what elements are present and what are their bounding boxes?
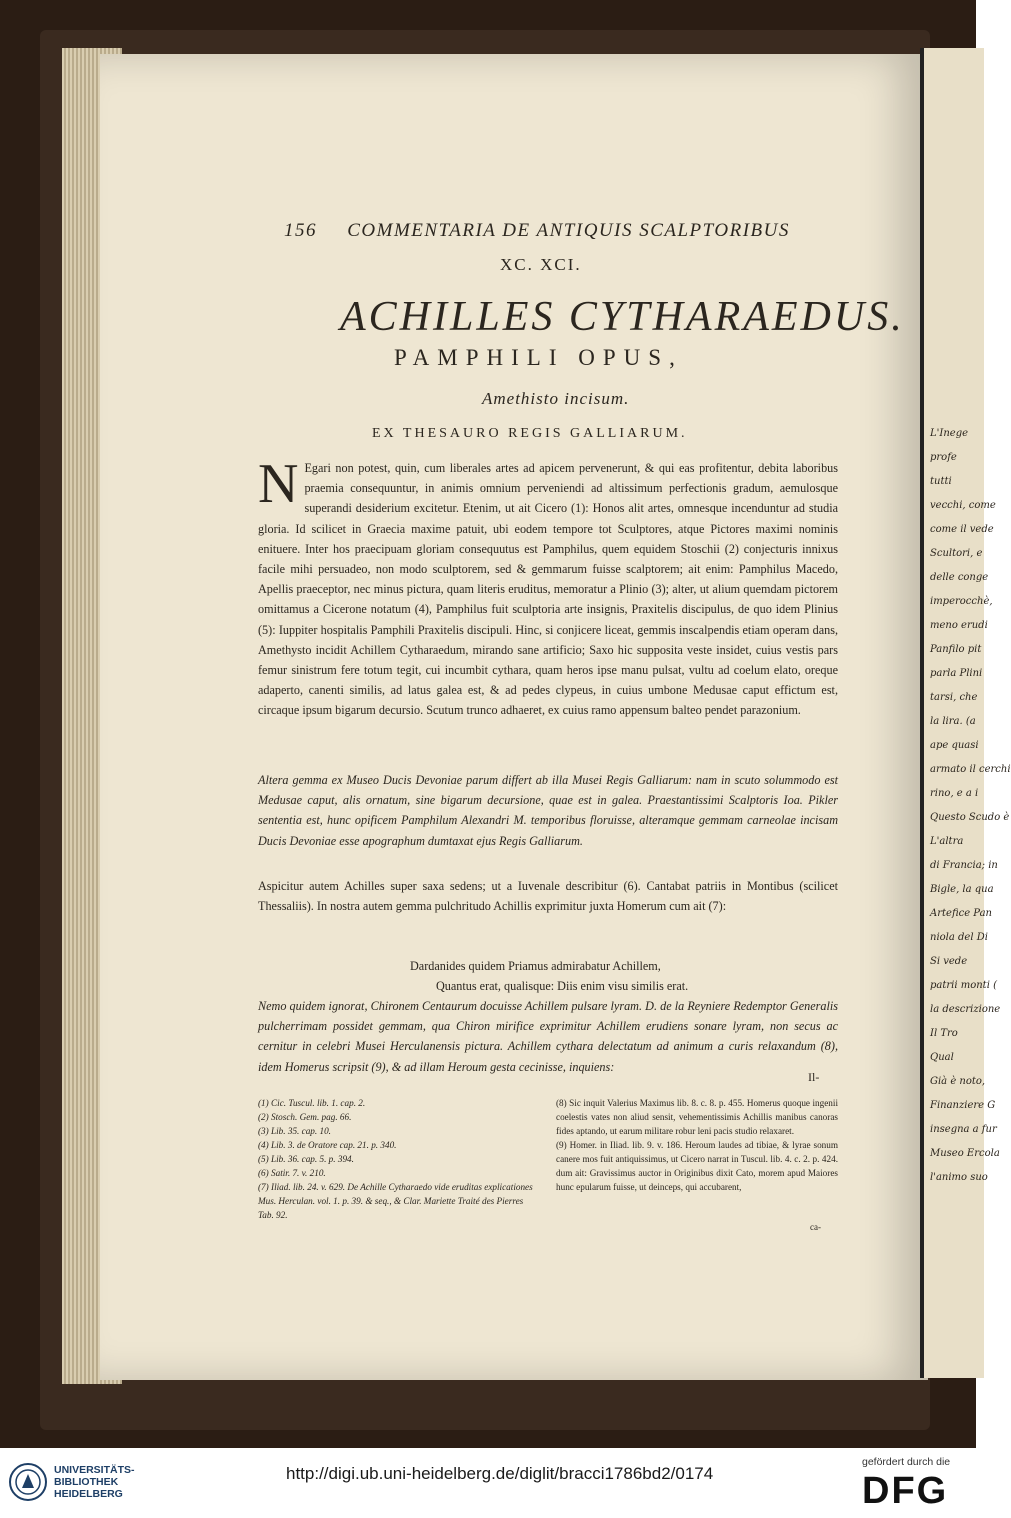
viewer-footer xyxy=(0,1448,976,1518)
library-name-line: UNIVERSITÄTS- xyxy=(54,1464,135,1476)
document-url-link[interactable]: http://digi.ub.uni-heidelberg.de/diglit/bracci1786bd2/0174 xyxy=(286,1464,714,1483)
facing-page-fragment: Scultori, e xyxy=(930,548,983,559)
facing-page-fragment: Il Tro xyxy=(930,1028,958,1039)
paragraph-2: Altera gemma ex Museo Ducis Devoniae parum differt ab illa Musei Regis Galliarum: nam in scuto solummodo est Medusae caput, alis ornatum, sine bigarum decursione, quae est in galea. Praestantissimi Scalptoris Ioa. Pikler sententia est, hunc opificem Pamphilum Alexandri M. temporibus floruisse, alteramque gemmam carneolae incisam Ducis Devoniae esse apographum dumtaxat ejus Regis Galliarum. xyxy=(258,773,838,848)
facing-page-fragment: Bigle, la qua xyxy=(930,884,994,895)
facing-page-fragment: Finanziere G xyxy=(930,1100,996,1111)
facing-page-fragment: Già è noto, xyxy=(930,1076,986,1087)
facing-page-fragment: come il vede xyxy=(930,524,994,535)
verse-line-1: Dardanides quidem Priamus admirabatur Achillem, xyxy=(410,959,661,973)
facing-page-fragment: di Francia; in xyxy=(930,860,998,871)
facing-page-fragment: armato il cerchi xyxy=(930,764,1011,775)
entry-title: ACHILLES CYTHARAEDUS. xyxy=(340,294,905,340)
facing-page-fragment: tutti xyxy=(930,476,952,487)
footnote: (8) Sic inquit Valerius Maximus lib. 8. c. 8. p. 455. Homerus quoque ingenii coelestis vates non aliud sensit, vehementissimis Achillis manibus canoras fides aptando, ut earum militare robur leni pacis studio relaxaret. xyxy=(556,1098,838,1136)
facing-page-fragment: Qual xyxy=(930,1052,954,1063)
university-seal-icon[interactable] xyxy=(8,1462,48,1502)
footnotes-left xyxy=(258,1096,540,1222)
entry-collection: EX THESAURO REGIS GALLIARUM. xyxy=(372,426,688,441)
facing-page-fragment: parla Plini xyxy=(930,668,983,679)
entry-number: XC. XCI. xyxy=(500,255,582,274)
facing-page-fragment: vecchi, come xyxy=(930,500,996,511)
facing-page-fragment: patrii monti ( xyxy=(930,980,997,991)
facing-page-fragment: rino, e a i xyxy=(930,788,979,799)
facing-page-fragment: L'Inege xyxy=(930,428,969,439)
facing-page-fragment: Artefice Pan xyxy=(930,908,992,919)
footnote: (9) Homer. in Iliad. lib. 9. v. 186. Heroum laudes ad tibiae, & lyrae sonum canere mos fuit antiquissimus, ut Cicero narrat in Tuscul. lib. 4. c. 2. p. 424. dum ait: Gravissimus auctor in Originibus dixit Cato, morem apud Maiores hunc epularum fuisse, ut deinceps, qui accubarent, xyxy=(556,1140,838,1192)
dfg-logo[interactable]: DFG xyxy=(862,1470,949,1512)
page-number: 156 xyxy=(284,220,317,241)
funder-label: gefördert durch die xyxy=(862,1456,951,1468)
facing-page-fragment: la descrizione xyxy=(930,1004,1001,1015)
footnote: (4) Lib. 3. de Oratore cap. 21. p. 340. xyxy=(258,1140,397,1150)
facing-page-fragment: insegna a fur xyxy=(930,1124,997,1135)
facing-page-fragment: Si vede xyxy=(930,956,968,967)
footnote: (6) Satir. 7. v. 210. xyxy=(258,1168,326,1178)
facing-page-fragment: tarsi, che xyxy=(930,692,978,703)
facing-page-fragment: niola del Di xyxy=(930,932,988,943)
facing-page-fragment: Questo Scudo è xyxy=(930,812,1010,823)
paragraph-1-text: Egari non potest, quin, cum liberales artes ad apicem pervenerunt, & qui eas profitentur, debita laboribus praemia consequuntur, in animis omnium perveniendi ad altissimum perfectionis gradum, aemulosque superandi desiderium excitetur. Etenim, ut ait Cicero (1): Honos alit artes, omnesque incenduntur ad studia gloria. Id scilicet in Graecia maxime patuit, ubi eodem tempore tot Sculptores, atque Pictores maximi nominis enituere. Inter hos praecipuam gloriam consequutus est Pamphilus, quem equidem Stoschii (2) conjecturis innixus facile mihi persuadeo, non modo sculptorem, sed & gemmarum fuisse scalptorem; ait enim: Pamphilus Macedo, Apellis praeceptor, nec minus pictura, quam literis eruditus, memoratur a Plinio (3); alter, ut alium quemdam pictorem omittamus a Cicerone notatum (4), Pamphilus fuit sculptoria arte insignis, Praxitelis discipulus, de quo idem Plinius (5): Iuppiter hospitalis Pamphili Praxitelis discipuli. Hinc, si conjicere liceat, gemmis inscalpendis etiam operam dans, Amethysto incidit Achillem Cytharaedum, mirando sane artificio; Saxo hic supposita veste insidet, cuius vestis pars femur sinistrum fere totum tegit, cui incumbit cythara, quam heros ipse manu pulsat, vultu ad coelum elato, oreque adaperto, canenti similis, ad latus galea est, & ad pedes clypeus, in cuius umbone Medusae caput effictum est, circaque ipsum bigarum decursio. Scutum trunco adhaeret, ex cuius ramo appensum balteo pendet parazonium. xyxy=(258,461,838,718)
drop-cap: N xyxy=(258,453,299,515)
facing-page-fragment: Panfilo pit xyxy=(930,644,982,655)
verse-line-2: Quantus erat, qualisque: Diis enim visu similis erat. xyxy=(436,979,689,993)
facing-page xyxy=(920,48,1011,1378)
catchword: Il- xyxy=(808,1070,820,1084)
facing-page-fragment: profe xyxy=(930,452,957,463)
facing-page-fragment: ape quasi xyxy=(930,740,979,751)
footnote: (5) Lib. 36. cap. 5. p. 394. xyxy=(258,1154,354,1164)
verse-quote xyxy=(410,956,688,996)
footnote: (7) Iliad. lib. 24. v. 629. De Achille Cytharaedo vide eruditas explicationes Mus. Herculan. vol. 1. p. 39. & seq., & Clar. Mariette Traité des Pierres Tab. 92. xyxy=(258,1182,533,1220)
facing-page-fragment: meno erudi xyxy=(930,620,988,631)
footnote: (1) Cic. Tuscul. lib. 1. cap. 2. xyxy=(258,1098,366,1108)
facing-page-fragment: delle conge xyxy=(930,572,989,583)
library-name-line: HEIDELBERG xyxy=(54,1488,123,1500)
footnotes-right xyxy=(556,1096,838,1194)
footnote: (3) Lib. 35. cap. 10. xyxy=(258,1126,331,1136)
footnote-catchword: ca- xyxy=(810,1222,821,1232)
running-title: COMMENTARIA DE ANTIQUIS SCALPTORIBUS xyxy=(347,220,790,241)
entry-subtitle: PAMPHILI OPUS, xyxy=(394,345,683,370)
library-logo-text[interactable] xyxy=(54,1464,135,1500)
entry-medium: Amethisto incisum. xyxy=(482,389,630,408)
running-head xyxy=(284,220,824,242)
paragraph-1 xyxy=(258,453,838,721)
footnote: (2) Stosch. Gem. pag. 66. xyxy=(258,1112,352,1122)
facing-page-fragment: L'altra xyxy=(930,836,964,847)
paragraph-3: Aspicitur autem Achilles super saxa sedens; ut a Iuvenale describitur (6). Cantabat patriis in Montibus (scilicet Thessaliis). In nostra autem gemma pulchritudo Achillis exprimitur juxta Homerum cum ait (7): xyxy=(258,879,838,914)
facing-page-fragment: l'animo suo xyxy=(930,1172,988,1183)
facing-page-fragment: imperocchè, xyxy=(930,596,993,607)
library-name-line: BIBLIOTHEK xyxy=(54,1476,119,1488)
facing-page-fragment: la lira. (a xyxy=(930,716,976,727)
paragraph-4: Nemo quidem ignorat, Chironem Centaurum docuisse Achillem pulsare lyram. D. de la Reyniere Redemptor Generalis pulcherrimam possidet gemmam, qua Chiron mirifice exprimitur Achillem erudiens sonare lyram, non secus ac cernitur in celebri Musei Herculanensis pictura. Achillem cythara delectatum ad animum a curis relaxandum (8), idem Homerus scripsit (9), & ad illam Heroum gesta cecinisse, inquiens: xyxy=(258,999,838,1074)
facing-page-fragment: Museo Ercola xyxy=(930,1148,1000,1159)
